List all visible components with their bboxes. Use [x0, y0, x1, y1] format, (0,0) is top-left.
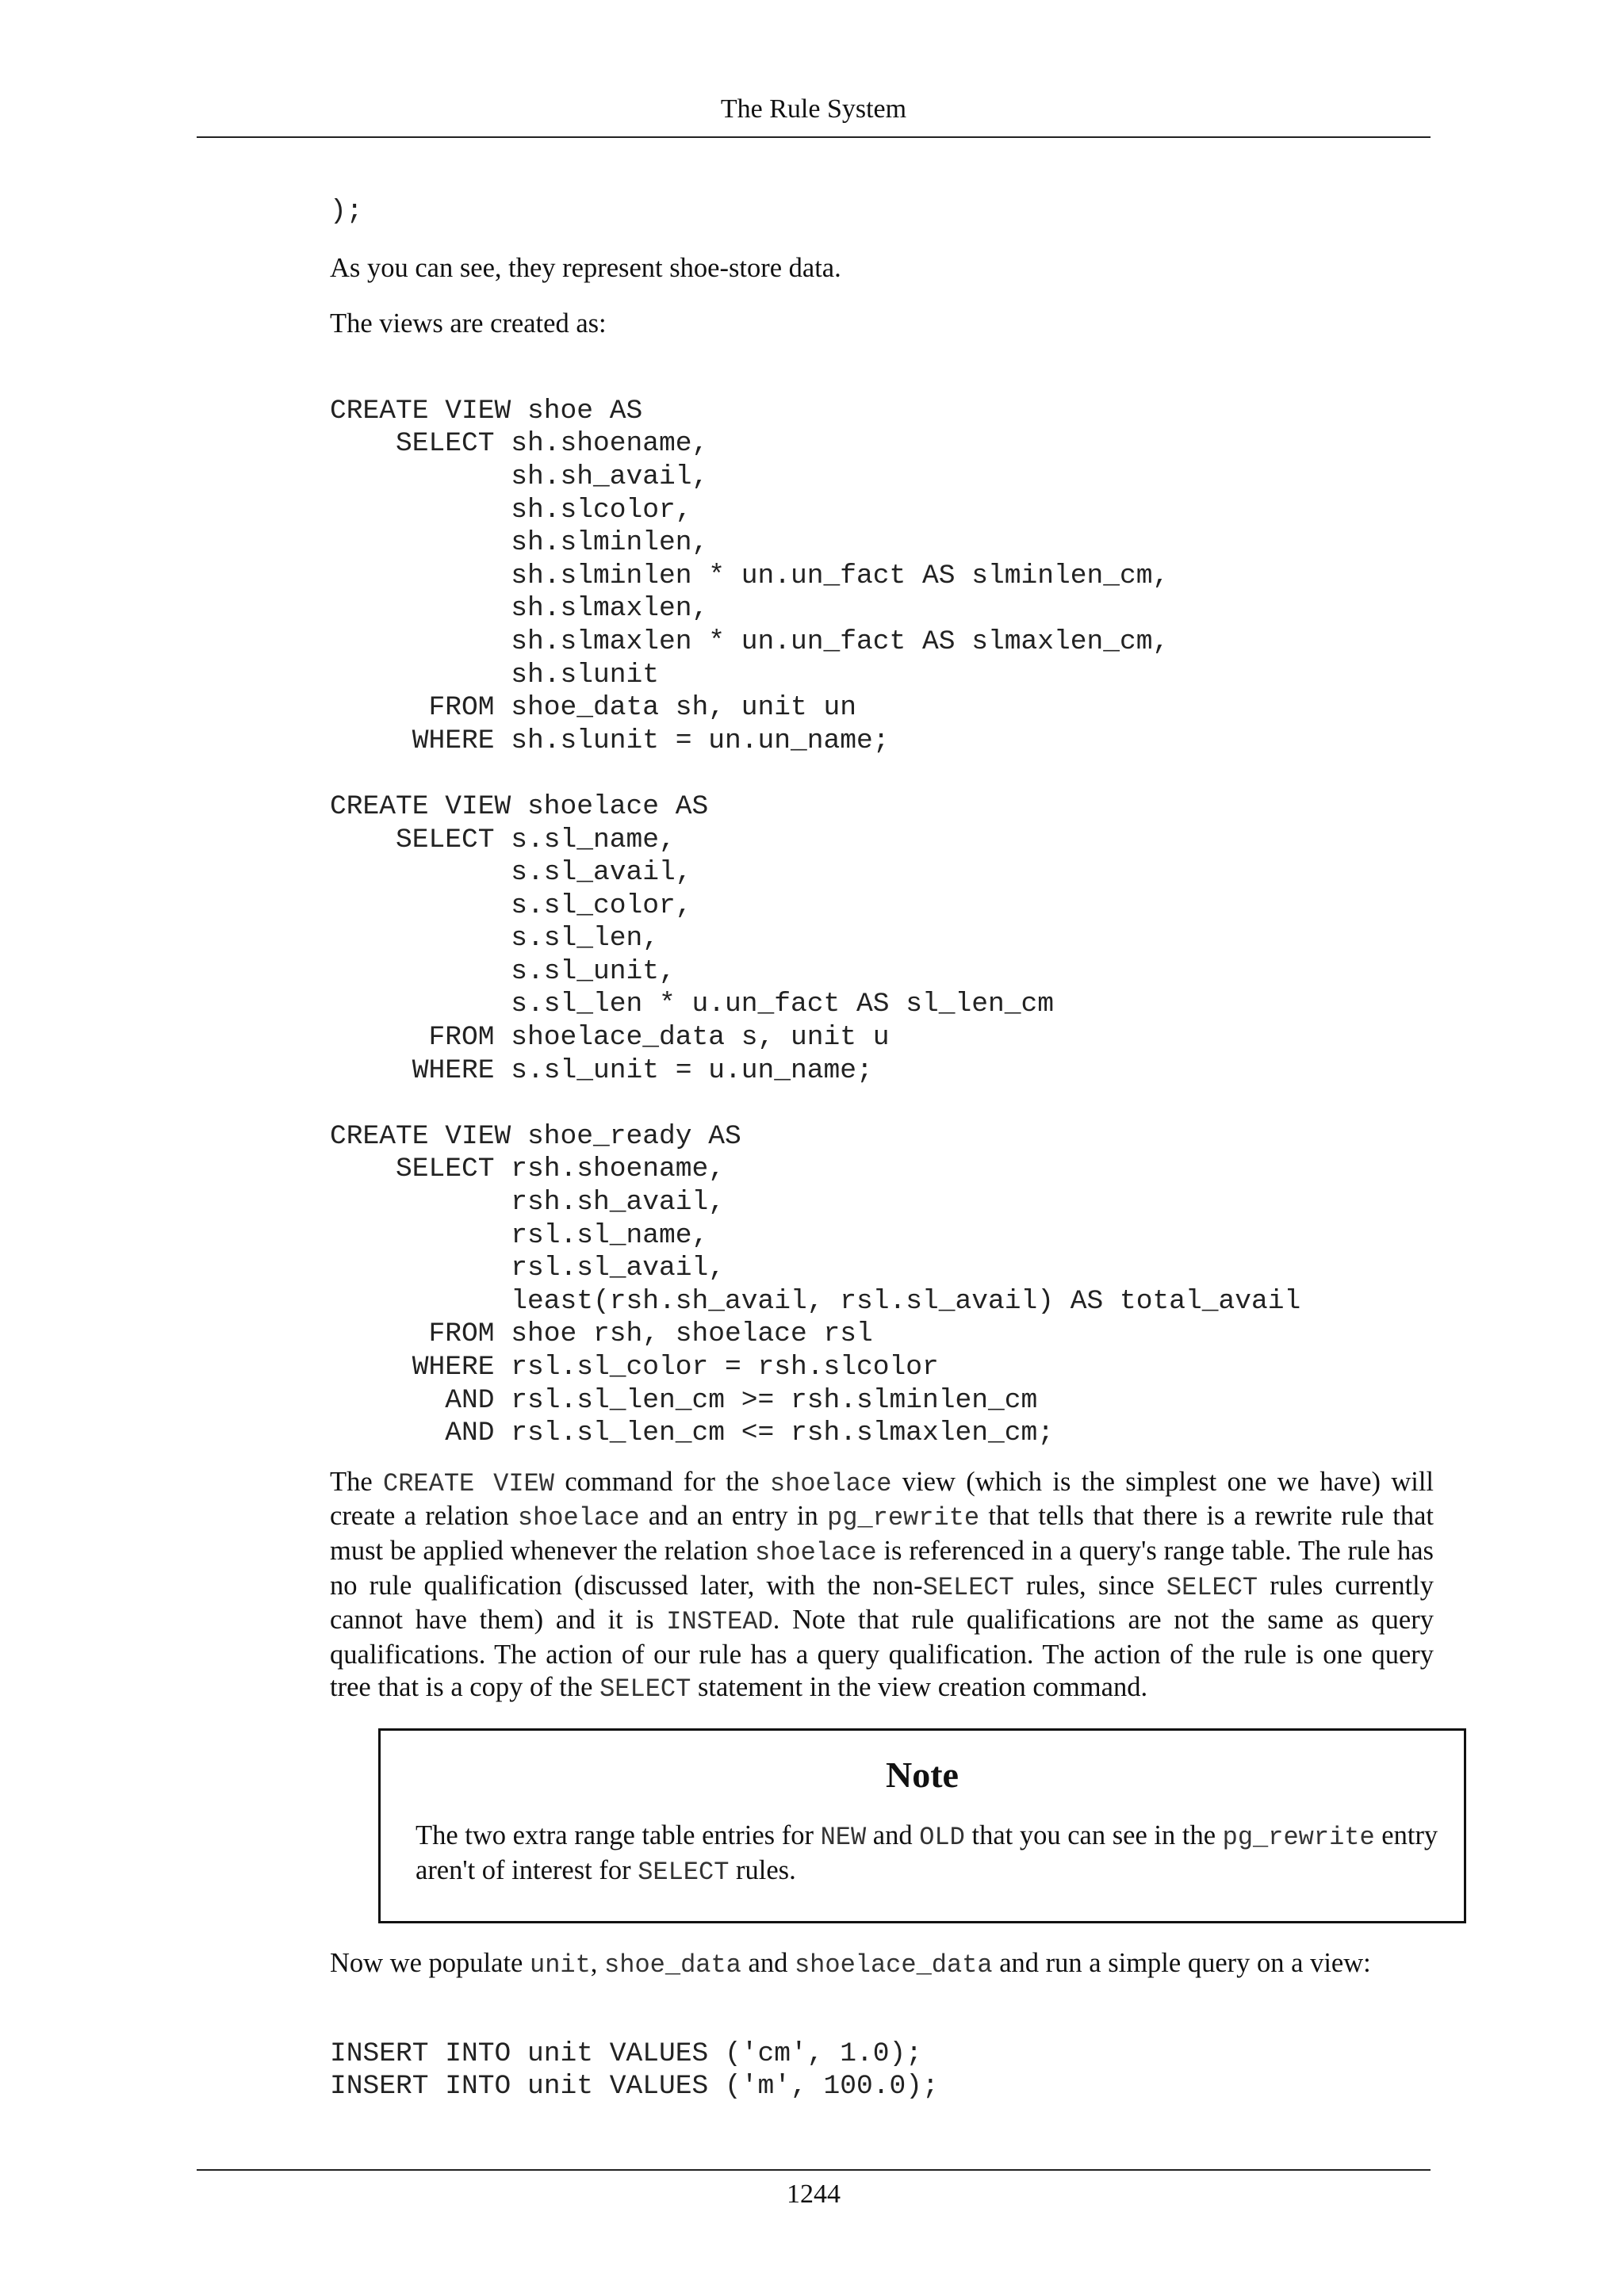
text-run: Now we populate — [330, 1948, 530, 1978]
text-run: that you can see in the — [964, 1820, 1223, 1850]
text-run: and run a simple query on a view: — [992, 1948, 1371, 1978]
inline-code: NEW — [820, 1823, 867, 1852]
page-content — [330, 192, 1434, 1706]
text-run: The two extra range table entries for — [416, 1820, 821, 1850]
note-text — [416, 1820, 1438, 1888]
note-box — [378, 1728, 1466, 1923]
inline-code: SELECT — [922, 1572, 1014, 1602]
text-run: entry aren't of interest for — [416, 1820, 1438, 1885]
text-run: . Note that rule qualifications are not the same as query qualifications. The action of our rule has a query qualification. The action of the rule is one query tree that is a copy of the — [330, 1605, 1434, 1703]
text-run: that tells that there is a rewrite rule that must be applied whenever the relation — [330, 1501, 1434, 1566]
text-run: rules. — [729, 1854, 796, 1885]
text-run: view (which is the simplest one we have) will create a relation — [330, 1466, 1434, 1532]
text-run: and — [866, 1820, 920, 1850]
running-header: The Rule System — [720, 94, 907, 124]
inline-code: SELECT — [599, 1674, 691, 1705]
inline-code: SELECT — [638, 1857, 730, 1887]
page-number: 1244 — [787, 2179, 841, 2209]
inline-code: OLD — [919, 1823, 965, 1852]
text-run: is referenced in a query's range table. The rule has no rule qualification (discussed later, with the non- — [330, 1535, 1434, 1601]
paragraph-explanation — [330, 1466, 1434, 1706]
inline-code: pg_rewrite — [1222, 1823, 1375, 1852]
text-run: rules currently cannot have them) and it is — [330, 1570, 1434, 1636]
header-rule — [197, 136, 1431, 138]
inline-code: CREATE VIEW — [383, 1468, 554, 1498]
inline-code: unit — [529, 1950, 591, 1980]
inline-code: shoelace — [769, 1468, 892, 1498]
code-fragment-close: ); — [330, 196, 363, 227]
page-content-lower — [330, 1947, 1434, 2103]
paragraph-views-created: The views are created as: — [330, 308, 607, 339]
inline-code: shoelace_data — [794, 1950, 993, 1980]
text-run: rules, since — [1013, 1570, 1166, 1601]
text-run: The — [330, 1466, 383, 1497]
text-run: statement in the view creation command. — [691, 1672, 1148, 1703]
inline-code: SELECT — [1166, 1572, 1258, 1602]
inline-code: shoelace — [517, 1503, 640, 1533]
paragraph-intro: As you can see, they represent shoe-store data. — [330, 252, 841, 283]
inline-code: shoelace — [754, 1537, 877, 1567]
inline-code: INSTEAD — [666, 1607, 773, 1637]
text-run: and an entry in — [639, 1501, 828, 1532]
code-block-insert: INSERT INTO unit VALUES ('cm', 1.0); INSERT INTO unit VALUES ('m', 100.0); — [330, 2038, 939, 2103]
inline-code: pg_rewrite — [827, 1503, 980, 1533]
text-run: and — [741, 1948, 795, 1978]
code-block-create-views: CREATE VIEW shoe AS SELECT sh.shoename, sh.sh_avail, sh.slcolor, sh.slminlen, sh.slminlen * un.un_fact AS slminlen_cm, sh.slmaxlen, sh.slmaxlen * un.un_fact AS slmaxlen_cm, sh.slunit FROM shoe_data sh, unit un WHERE sh.slunit = un.un_name; CREATE VIEW shoelace AS SELECT s.sl_name, s.sl_avail, s.sl_color, s.sl_len, s.sl_unit, s.sl_len * u.un_fact AS sl_len_cm FROM shoelace_data s, unit u WHERE s.sl_unit = u.un_name; CREATE VIEW shoe_ready AS SELECT rsh.shoename, rsh.sh_avail, rsl.sl_name, rsl.sl_avail, least(rsh.sh_avail, rsl.sl_avail) AS total_avail FROM shoe rsh, shoelace rsl WHERE rsl.sl_color = rsh.slcolor AND rsl.sl_len_cm >= rsh.slminlen_cm AND rsl.sl_len_cm <= rsh.slmaxlen_cm; — [330, 395, 1301, 1449]
paragraph-populate — [330, 1947, 1434, 1982]
note-title: Note — [886, 1755, 959, 1795]
text-run: , — [590, 1948, 605, 1978]
footer-rule — [197, 2169, 1431, 2171]
text-run: command for the — [553, 1466, 770, 1497]
inline-code: shoe_data — [604, 1950, 741, 1980]
